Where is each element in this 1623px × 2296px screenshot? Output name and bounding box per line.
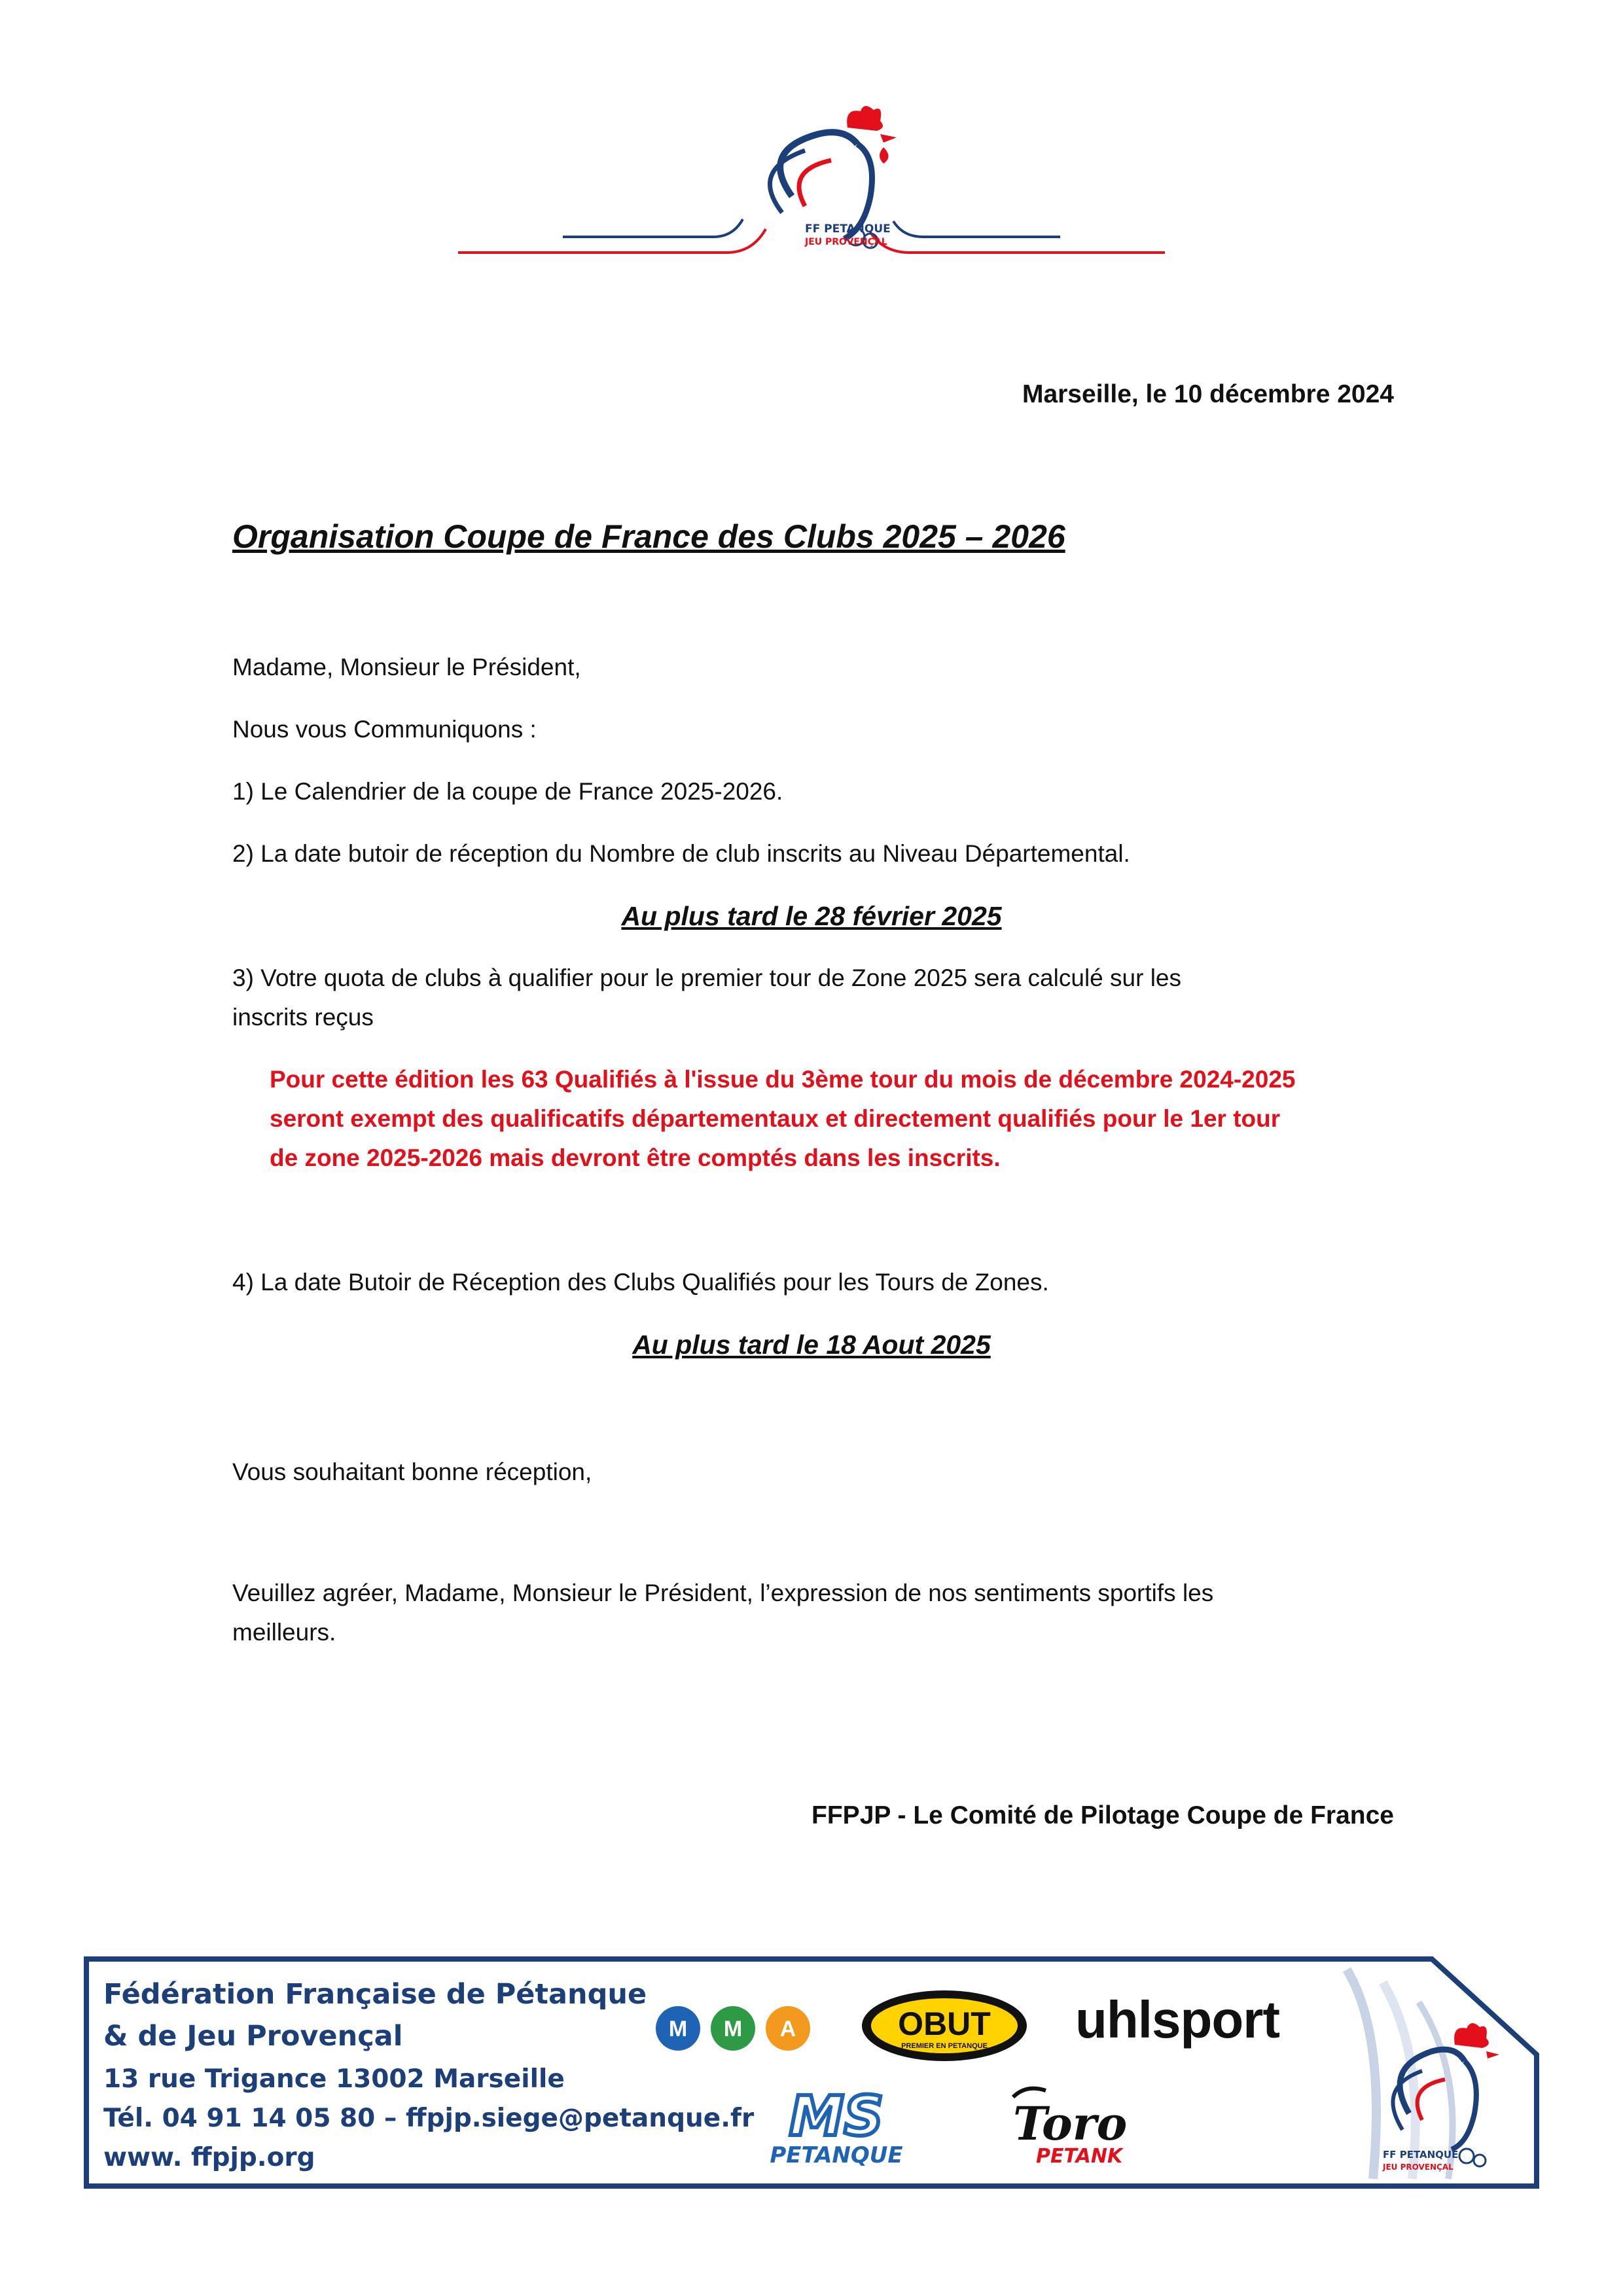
obut-wordmark: OBUT bbox=[898, 2005, 991, 2042]
ms-subtitle: PETANQUE bbox=[770, 2142, 903, 2168]
footer-website: www. ffpjp.org bbox=[103, 2143, 315, 2172]
sponsor-uhlsport-logo: uhlsport bbox=[1075, 1990, 1279, 2049]
letter-salutation: Madame, Monsieur le Président, bbox=[232, 654, 581, 680]
mma-letter-3: A bbox=[779, 2017, 796, 2041]
deadline-1: Au plus tard le 28 février 2025 bbox=[621, 901, 1002, 931]
logo-brand-line1: FF PETANQUE bbox=[805, 222, 891, 236]
sponsor-obut-logo bbox=[859, 1988, 1029, 2066]
footer-rooster-icon bbox=[1370, 2015, 1501, 2179]
toro-wordmark: Toro bbox=[1013, 2096, 1128, 2151]
footer-logo-brand-line2: JEU PROVENÇAL bbox=[1383, 2163, 1454, 2172]
list-item-3-line-2: inscrits reçus bbox=[232, 1004, 374, 1031]
federation-logo bbox=[452, 98, 1171, 268]
sponsor-mma-logo bbox=[653, 2002, 817, 2055]
deadline-2: Au plus tard le 18 Aout 2025 bbox=[632, 1330, 991, 1360]
note-line-2: seront exempt des qualificatifs départementaux et directement qualifiés pour le 1er tour bbox=[270, 1105, 1281, 1132]
mma-logo-icon bbox=[653, 2002, 817, 2055]
rooster-logo-icon bbox=[452, 98, 1171, 268]
obut-logo-icon bbox=[859, 1988, 1029, 2066]
logo-brand-line2: JEU PROVENÇAL bbox=[805, 237, 887, 247]
letter-subject: Organisation Coupe de France des Clubs 2025 – 2026 bbox=[232, 518, 1065, 555]
letter-regards-line-2: meilleurs. bbox=[232, 1619, 336, 1646]
footer-federation-logo bbox=[1370, 2015, 1501, 2179]
list-item-3-line-1: 3) Votre quota de clubs à qualifier pour le premier tour de Zone 2025 sera calculé sur les bbox=[232, 964, 1181, 991]
toro-logo-icon bbox=[1000, 2077, 1150, 2172]
footer-address: 13 rue Trigance 13002 Marseille bbox=[103, 2064, 565, 2094]
letter-date: Marseille, le 10 décembre 2024 bbox=[1022, 380, 1394, 408]
letter-signature: FFPJP - Le Comité de Pilotage Coupe de France bbox=[812, 1801, 1394, 1829]
list-item-1: 1) Le Calendrier de la coupe de France 2025-2026. bbox=[232, 778, 783, 805]
letter-closing: Vous souhaitant bonne réception, bbox=[232, 1458, 592, 1485]
ms-wordmark: MS bbox=[789, 2084, 884, 2148]
note-line-1: Pour cette édition les 63 Qualifiés à l'issue du 3ème tour du mois de décembre 2024-2025 bbox=[270, 1066, 1296, 1093]
footer-org-line-2: & de Jeu Provençal bbox=[103, 2020, 403, 2053]
footer-contact: Tél. 04 91 14 05 80 – ffpjp.siege@petanque.fr bbox=[103, 2104, 755, 2133]
sponsor-ms-logo bbox=[758, 2084, 915, 2169]
obut-tagline: PREMIER EN PETANQUE bbox=[901, 2042, 988, 2050]
ms-logo-icon bbox=[758, 2084, 915, 2169]
list-item-2: 2) La date butoir de réception du Nombre de club inscrits au Niveau Départemental. bbox=[232, 840, 1130, 867]
footer-logo-brand-line1: FF PETANQUE bbox=[1383, 2149, 1459, 2161]
footer-org-line-1: Fédération Française de Pétanque bbox=[103, 1978, 647, 2011]
letter-intro: Nous vous Communiquons : bbox=[232, 716, 537, 743]
toro-subtitle: PETANK bbox=[1036, 2145, 1123, 2168]
footer-banner bbox=[84, 1956, 1539, 2189]
sponsor-toro-logo bbox=[1000, 2077, 1150, 2172]
note-line-3: de zone 2025-2026 mais devront être comptés dans les inscrits. bbox=[270, 1144, 1001, 1171]
mma-letter-1: M bbox=[668, 2017, 688, 2041]
mma-letter-2: M bbox=[723, 2017, 743, 2041]
letter-regards-line-1: Veuillez agréer, Madame, Monsieur le Président, l’expression de nos sentiments sportifs les bbox=[232, 1580, 1214, 1606]
list-item-4: 4) La date Butoir de Réception des Clubs Qualifiés pour les Tours de Zones. bbox=[232, 1269, 1049, 1296]
